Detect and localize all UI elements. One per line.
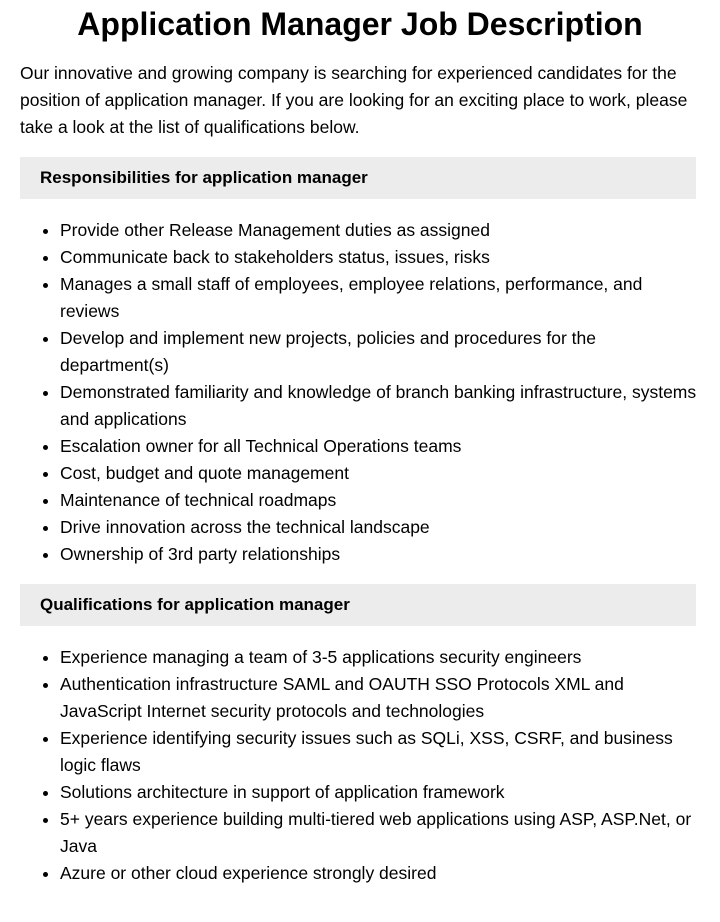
list-item: • Communicate back to stakeholders status, issues, risks bbox=[60, 244, 700, 271]
list-item: • Maintenance of technical roadmaps bbox=[60, 487, 700, 514]
section-heading: Qualifications for application manager bbox=[20, 584, 696, 626]
list-item: • Demonstrated familiarity and knowledge of branch banking infrastructure, systems and applications bbox=[60, 379, 700, 433]
list-item: • Authentication infrastructure SAML and OAUTH SSO Protocols XML and JavaScript Internet security protocols and technologies bbox=[60, 671, 700, 725]
list-item: • Azure or other cloud experience strongly desired bbox=[60, 860, 700, 887]
intro-text: Our innovative and growing company is searching for experienced candidates for the position of application manager. If you are looking for an exciting place to work, please take a look at the list of qualifications below. bbox=[20, 63, 688, 137]
list-item: • Escalation owner for all Technical Operations teams bbox=[60, 433, 700, 460]
list-item: • Cost, budget and quote management bbox=[60, 460, 700, 487]
section-heading: Responsibilities for application manager bbox=[20, 157, 696, 199]
list-item: • Develop and implement new projects, policies and procedures for the department(s) bbox=[60, 325, 700, 379]
list-item: • Drive innovation across the technical landscape bbox=[60, 514, 700, 541]
section-list bbox=[20, 217, 700, 568]
list-item: • Solutions architecture in support of application framework bbox=[60, 779, 700, 806]
list-item: • Experience managing a team of 3-5 applications security engineers bbox=[60, 644, 700, 671]
list-item: • Provide other Release Management duties as assigned bbox=[60, 217, 700, 244]
list-item: • Manages a small staff of employees, employee relations, performance, and reviews bbox=[60, 271, 700, 325]
list-item: • Ownership of 3rd party relationships bbox=[60, 541, 700, 568]
page-title: Application Manager Job Description bbox=[77, 6, 643, 42]
section-list bbox=[20, 644, 700, 887]
list-item: • Experience identifying security issues such as SQLi, XSS, CSRF, and business logic flaws bbox=[60, 725, 700, 779]
list-item: • 5+ years experience building multi-tiered web applications using ASP, ASP.Net, or Java bbox=[60, 806, 700, 860]
